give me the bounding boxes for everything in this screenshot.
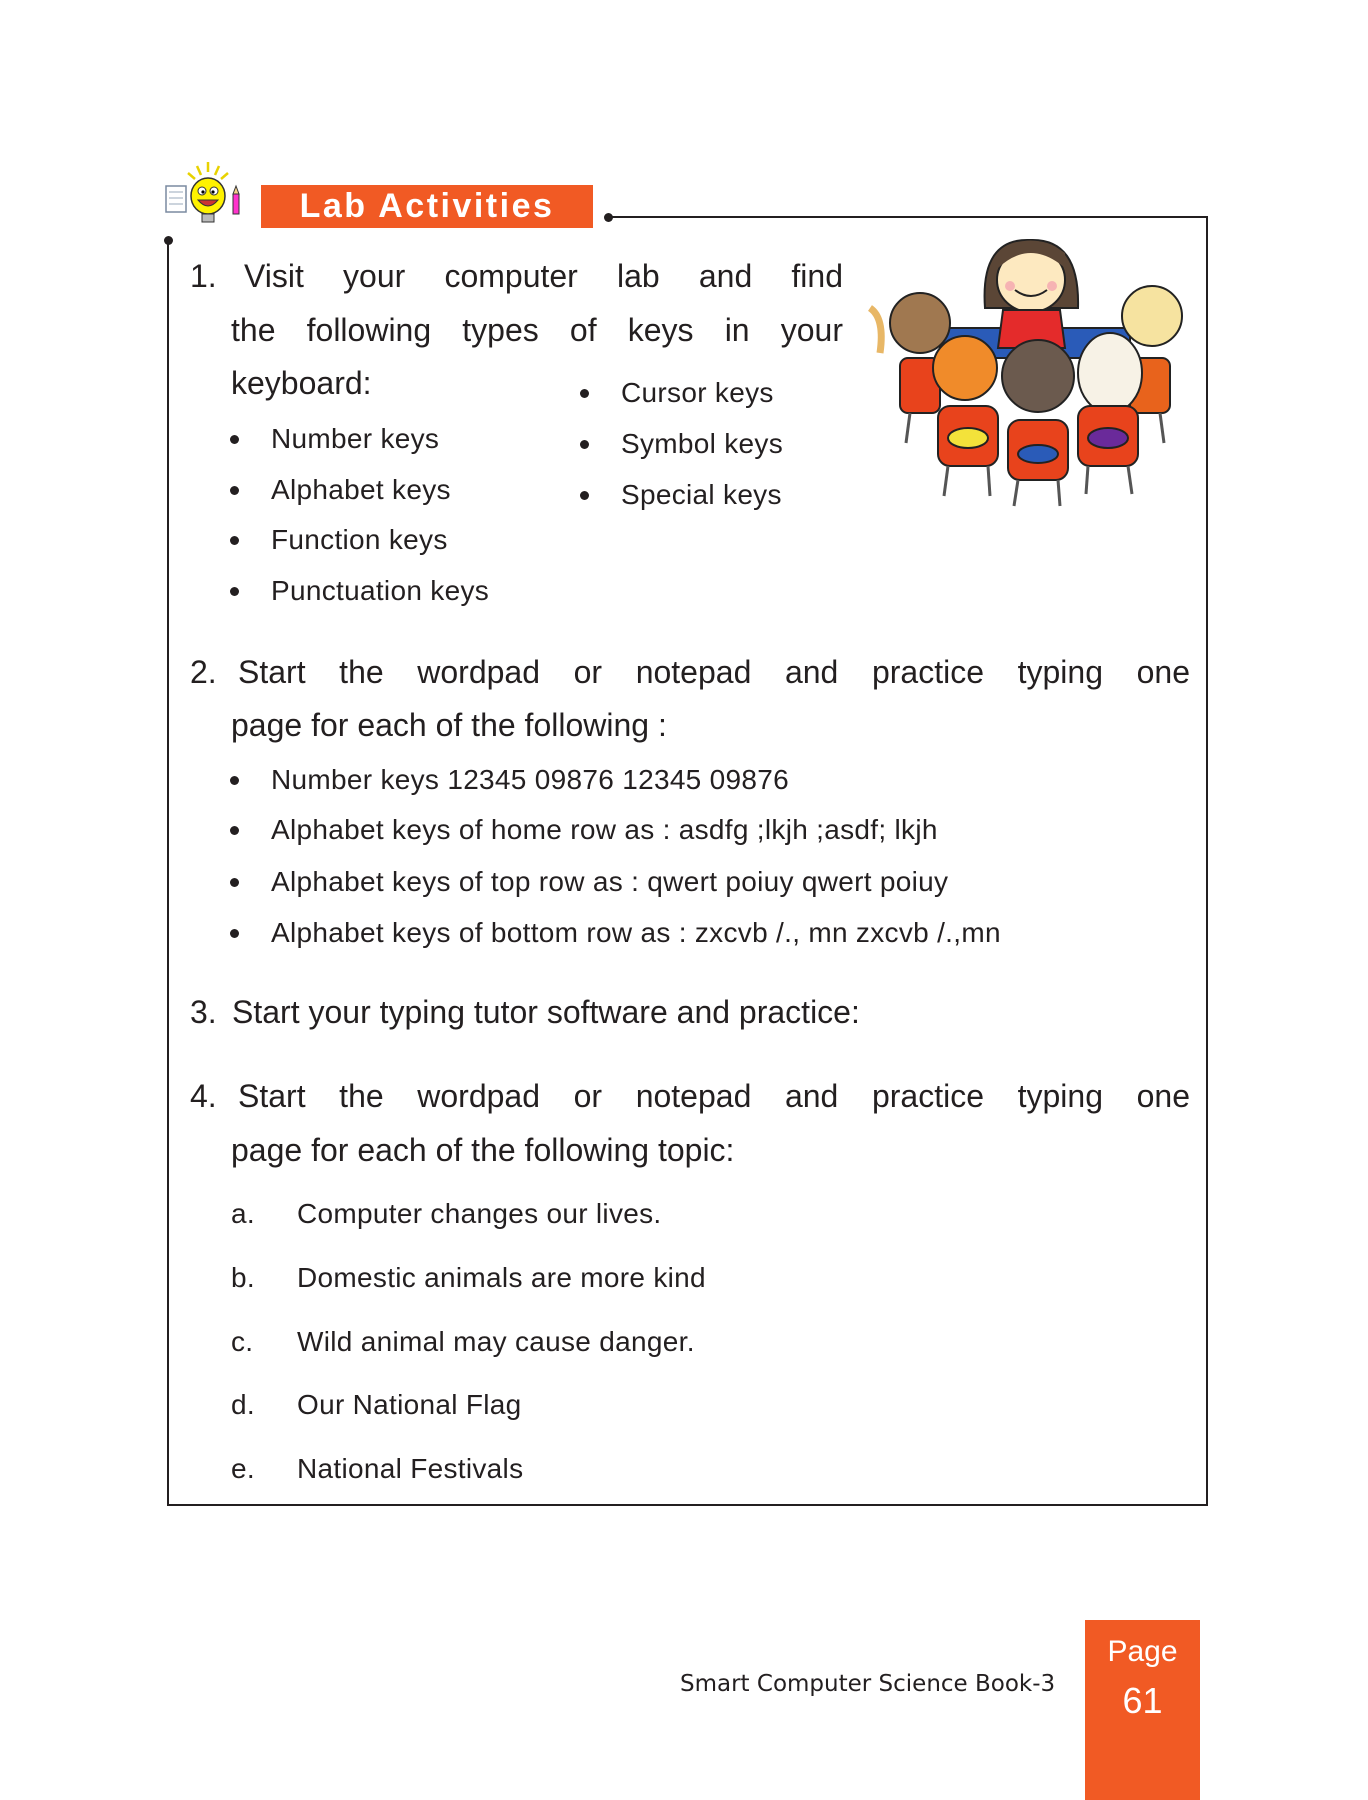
frame-left-border	[167, 240, 169, 1506]
list-item: Cursor keys	[621, 377, 774, 408]
bullet-icon	[230, 435, 239, 444]
list-item: Alphabet keys of top row as : qwert poiuy qwert poiuy	[271, 866, 949, 897]
activity-number: 4.	[190, 1078, 217, 1114]
book-title: Smart Computer Science Book-3	[680, 1671, 1056, 1697]
activity-text-line	[238, 1076, 1190, 1116]
bullet-icon	[230, 587, 239, 596]
lightbulb-mascot-icon	[160, 158, 255, 228]
topic-letter: e.	[231, 1453, 255, 1484]
bullet-icon	[230, 826, 239, 835]
list-item: Punctuation keys	[271, 575, 490, 606]
activity-text-line	[244, 256, 843, 296]
activity-text: keyboard:	[231, 365, 372, 401]
bullet-icon	[230, 486, 239, 495]
topic-text: National Festivals	[297, 1453, 524, 1484]
bullet-icon	[580, 491, 589, 500]
list-item: Alphabet keys of bottom row as : zxcvb /., mn zxcvb /.,mn	[271, 917, 1001, 948]
page-number: 61	[1122, 1680, 1163, 1721]
activity-text: Visit your computer lab and find	[244, 258, 843, 294]
page-label: Page	[1107, 1635, 1178, 1668]
topic-text: Wild animal may cause danger.	[297, 1326, 695, 1357]
list-item: Special keys	[621, 479, 782, 510]
frame-bottom-border	[167, 1504, 1208, 1506]
topic-letter: d.	[231, 1389, 255, 1420]
activity-text-line	[231, 310, 843, 350]
activity-text: Start the wordpad or notepad and practice typing one	[238, 654, 1190, 690]
page-number-badge	[1085, 1620, 1200, 1800]
bullet-icon	[580, 389, 589, 398]
activity-number: 2.	[190, 654, 217, 690]
activity-text: the following types of keys in your	[231, 312, 843, 348]
list-item: Function keys	[271, 524, 448, 555]
list-item: Symbol keys	[621, 428, 784, 459]
topic-text: Computer changes our lives.	[297, 1198, 662, 1229]
topic-letter: a.	[231, 1198, 255, 1229]
bullet-icon	[230, 929, 239, 938]
activity-text: Start your typing tutor software and practice:	[232, 994, 860, 1030]
topic-letter: b.	[231, 1262, 255, 1293]
frame-top-border	[608, 216, 1208, 218]
activity-number: 3.	[190, 994, 217, 1030]
activity-number: 1.	[190, 258, 217, 294]
activity-text-line	[238, 652, 1190, 692]
activity-text: page for each of the following topic:	[231, 1132, 735, 1168]
topic-text: Domestic animals are more kind	[297, 1262, 706, 1293]
activity-text: Start the wordpad or notepad and practice typing one	[238, 1078, 1190, 1114]
frame-right-border	[1206, 216, 1208, 1506]
topic-text: Our National Flag	[297, 1389, 522, 1420]
bullet-icon	[230, 536, 239, 545]
activity-text: page for each of the following :	[231, 707, 667, 743]
list-item: Number keys 12345 09876 12345 09876	[271, 764, 789, 795]
list-item: Number keys	[271, 423, 440, 454]
bullet-icon	[230, 776, 239, 785]
section-title-badge: Lab Activities	[261, 185, 593, 228]
list-item: Alphabet keys	[271, 474, 451, 505]
bullet-icon	[580, 440, 589, 449]
topic-letter: c.	[231, 1326, 254, 1357]
list-item: Alphabet keys of home row as : asdfg ;lkjh ;asdf; lkjh	[271, 814, 938, 845]
bullet-icon	[230, 878, 239, 887]
teacher-with-students-clipart	[860, 228, 1200, 513]
